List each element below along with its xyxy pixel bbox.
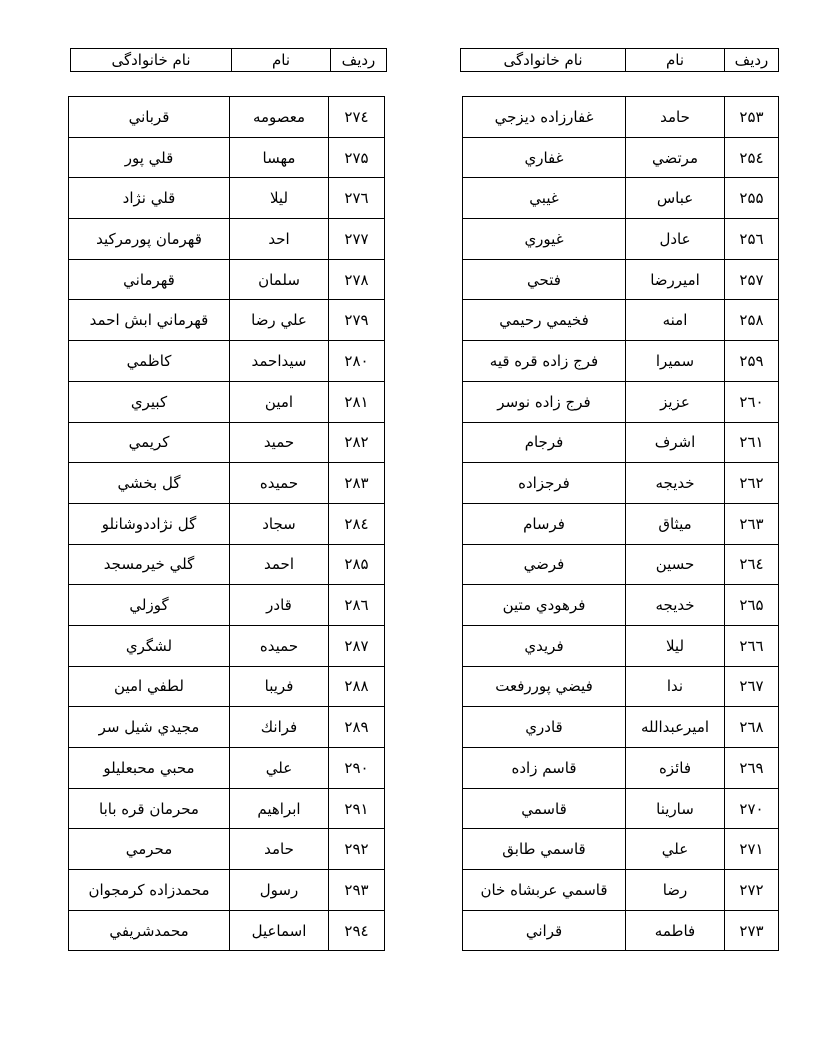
- first-name-cell: حامد: [626, 97, 725, 138]
- row-number: ۲۷۳: [725, 910, 779, 951]
- first-name-cell: امین: [230, 381, 329, 422]
- table-row: [463, 137, 779, 178]
- row-number: ۲٦٤: [725, 544, 779, 585]
- row-number: ۲۷۲: [725, 870, 779, 911]
- first-name-cell: علي: [626, 829, 725, 870]
- table-row: [69, 748, 385, 789]
- last-name-cell: قهرماني ابش احمد: [69, 300, 230, 341]
- first-name-cell: حسین: [626, 544, 725, 585]
- row-number: ۲۷۱: [725, 829, 779, 870]
- last-name-cell: قاسمي عربشاه خان: [463, 870, 626, 911]
- row-number: ۲٦۷: [725, 666, 779, 707]
- table-row: [463, 422, 779, 463]
- row-number: ۲۵۵: [725, 178, 779, 219]
- first-name-cell: فریبا: [230, 666, 329, 707]
- last-name-cell: فرجزاده: [463, 463, 626, 504]
- first-name-cell: ابراهیم: [230, 788, 329, 829]
- table-row: [463, 97, 779, 138]
- row-number: ۲۸۵: [329, 544, 385, 585]
- row-number: ۲۸۹: [329, 707, 385, 748]
- last-name-cell: کبیري: [69, 381, 230, 422]
- row-number: ۲۸۰: [329, 341, 385, 382]
- row-number: ۲٦۳: [725, 503, 779, 544]
- first-name-cell: لیلا: [230, 178, 329, 219]
- row-number: ۲۷٤: [329, 97, 385, 138]
- last-name-cell: فرضي: [463, 544, 626, 585]
- table-row: [463, 544, 779, 585]
- table-row: [69, 870, 385, 911]
- last-name-cell: قادري: [463, 707, 626, 748]
- first-name-cell: حمیده: [230, 625, 329, 666]
- last-name-cell: گلي خیرمسجد: [69, 544, 230, 585]
- first-name-cell: حمیده: [230, 463, 329, 504]
- first-name-cell: ندا: [626, 666, 725, 707]
- last-name-cell: گوزلي: [69, 585, 230, 626]
- row-number: ۲۸٤: [329, 503, 385, 544]
- first-name-cell: سلمان: [230, 259, 329, 300]
- last-name-cell: فخیمي رحیمي: [463, 300, 626, 341]
- last-name-cell: غفاري: [463, 137, 626, 178]
- row-number: ۲٦۱: [725, 422, 779, 463]
- last-name-cell: فرج زاده قره قیه: [463, 341, 626, 382]
- first-name-cell: مرتضي: [626, 137, 725, 178]
- row-number: ۲٦۹: [725, 748, 779, 789]
- first-name-cell: مهسا: [230, 137, 329, 178]
- last-name-cell: قلي نژاد: [69, 178, 230, 219]
- last-name-cell: قلي پور: [69, 137, 230, 178]
- first-name-cell: امنه: [626, 300, 725, 341]
- last-name-cell: لطفي امین: [69, 666, 230, 707]
- first-name-cell: خدیجه: [626, 463, 725, 504]
- table-row: [463, 178, 779, 219]
- first-name-cell: سمیرا: [626, 341, 725, 382]
- row-number: ۲۹۲: [329, 829, 385, 870]
- table-row: [69, 707, 385, 748]
- header-row-no: ردیف: [725, 49, 779, 72]
- last-name-cell: غیوري: [463, 219, 626, 260]
- last-name-cell: فتحي: [463, 259, 626, 300]
- row-number: ۲۷۰: [725, 788, 779, 829]
- table-row: [69, 910, 385, 951]
- table-row: [463, 788, 779, 829]
- table-row: [463, 707, 779, 748]
- last-name-cell: فیضي پوررفعت: [463, 666, 626, 707]
- last-name-cell: گل بخشي: [69, 463, 230, 504]
- left-names-table: [68, 96, 385, 951]
- last-name-cell: قراني: [463, 910, 626, 951]
- table-row: [463, 300, 779, 341]
- table-row: [69, 503, 385, 544]
- last-name-cell: محمدشریفي: [69, 910, 230, 951]
- row-number: ۲۸۳: [329, 463, 385, 504]
- first-name-cell: علي: [230, 748, 329, 789]
- row-number: ۲۷۸: [329, 259, 385, 300]
- first-name-cell: احمد: [230, 544, 329, 585]
- table-row: [69, 422, 385, 463]
- first-name-cell: رسول: [230, 870, 329, 911]
- row-number: ۲۵۸: [725, 300, 779, 341]
- first-name-cell: میثاق: [626, 503, 725, 544]
- table-row: [69, 788, 385, 829]
- header-last-name: نام خانوادگی: [461, 49, 626, 72]
- table-row: [69, 137, 385, 178]
- table-row: [463, 341, 779, 382]
- left-table-body: [69, 97, 385, 951]
- row-number: ۲۷۷: [329, 219, 385, 260]
- left-table-header: [70, 48, 387, 72]
- table-row: [69, 178, 385, 219]
- first-name-cell: رضا: [626, 870, 725, 911]
- row-number: ۲٦۸: [725, 707, 779, 748]
- first-name-cell: علي رضا: [230, 300, 329, 341]
- row-number: ۲۵۹: [725, 341, 779, 382]
- last-name-cell: قهرماني: [69, 259, 230, 300]
- last-name-cell: کاظمي: [69, 341, 230, 382]
- row-number: ۲۷۵: [329, 137, 385, 178]
- header-row-no: ردیف: [331, 49, 387, 72]
- row-number: ۲۸۸: [329, 666, 385, 707]
- last-name-cell: فریدي: [463, 625, 626, 666]
- row-number: ۲۵۳: [725, 97, 779, 138]
- table-row: [463, 381, 779, 422]
- table-row: [463, 870, 779, 911]
- first-name-cell: سیداحمد: [230, 341, 329, 382]
- row-number: ۲۹۰: [329, 748, 385, 789]
- header-last-name: نام خانوادگی: [71, 49, 232, 72]
- first-name-cell: اشرف: [626, 422, 725, 463]
- last-name-cell: قاسمي طابق: [463, 829, 626, 870]
- table-row: [463, 463, 779, 504]
- right-table-header: [460, 48, 779, 72]
- row-number: ۲۸٦: [329, 585, 385, 626]
- first-name-cell: سارینا: [626, 788, 725, 829]
- first-name-cell: لیلا: [626, 625, 725, 666]
- right-table-body: [463, 97, 779, 951]
- first-name-cell: فائزه: [626, 748, 725, 789]
- first-name-cell: فاطمه: [626, 910, 725, 951]
- table-row: [69, 300, 385, 341]
- first-name-cell: حامد: [230, 829, 329, 870]
- first-name-cell: فرانك: [230, 707, 329, 748]
- table-row: [463, 259, 779, 300]
- last-name-cell: فرسام: [463, 503, 626, 544]
- row-number: ۲٦۵: [725, 585, 779, 626]
- row-number: ۲٦۰: [725, 381, 779, 422]
- last-name-cell: غیبي: [463, 178, 626, 219]
- right-names-table: [462, 96, 779, 951]
- row-number: ۲۸۱: [329, 381, 385, 422]
- table-row: [463, 585, 779, 626]
- row-number: ۲۹٤: [329, 910, 385, 951]
- first-name-cell: سجاد: [230, 503, 329, 544]
- first-name-cell: عادل: [626, 219, 725, 260]
- last-name-cell: محمدزاده کرمجوان: [69, 870, 230, 911]
- row-number: ۲۷٦: [329, 178, 385, 219]
- table-row: [69, 381, 385, 422]
- last-name-cell: محرمي: [69, 829, 230, 870]
- last-name-cell: فرهودي متین: [463, 585, 626, 626]
- row-number: ۲۸۲: [329, 422, 385, 463]
- first-name-cell: اسماعیل: [230, 910, 329, 951]
- table-row: [69, 585, 385, 626]
- table-row: [463, 219, 779, 260]
- table-row: [69, 219, 385, 260]
- last-name-cell: مجیدي شیل سر: [69, 707, 230, 748]
- last-name-cell: فرجام: [463, 422, 626, 463]
- table-row: [69, 341, 385, 382]
- table-row: [69, 829, 385, 870]
- first-name-cell: معصومه: [230, 97, 329, 138]
- first-name-cell: حمید: [230, 422, 329, 463]
- last-name-cell: قاسمي: [463, 788, 626, 829]
- last-name-cell: گل نژاددوشانلو: [69, 503, 230, 544]
- first-name-cell: عزیز: [626, 381, 725, 422]
- last-name-cell: فرج زاده نوسر: [463, 381, 626, 422]
- first-name-cell: عباس: [626, 178, 725, 219]
- row-number: ۲۵٤: [725, 137, 779, 178]
- last-name-cell: کریمي: [69, 422, 230, 463]
- table-row: [463, 503, 779, 544]
- header-first-name: نام: [626, 49, 725, 72]
- last-name-cell: غفارزاده دیزجي: [463, 97, 626, 138]
- row-number: ۲۹۱: [329, 788, 385, 829]
- table-row: [69, 463, 385, 504]
- table-row: [463, 748, 779, 789]
- table-row: [463, 625, 779, 666]
- row-number: ۲۹۳: [329, 870, 385, 911]
- table-row: [463, 666, 779, 707]
- row-number: ۲٦۲: [725, 463, 779, 504]
- table-row: [69, 97, 385, 138]
- table-row: [463, 829, 779, 870]
- last-name-cell: محرمان قره بابا: [69, 788, 230, 829]
- row-number: ۲٦٦: [725, 625, 779, 666]
- first-name-cell: امیررضا: [626, 259, 725, 300]
- table-row: [69, 544, 385, 585]
- last-name-cell: قهرمان پورمرکید: [69, 219, 230, 260]
- last-name-cell: قرباني: [69, 97, 230, 138]
- header-first-name: نام: [232, 49, 331, 72]
- row-number: ۲۵۷: [725, 259, 779, 300]
- first-name-cell: قادر: [230, 585, 329, 626]
- table-row: [69, 259, 385, 300]
- table-row: [69, 625, 385, 666]
- row-number: ۲۸۷: [329, 625, 385, 666]
- first-name-cell: امیرعبدالله: [626, 707, 725, 748]
- table-row: [463, 910, 779, 951]
- first-name-cell: خدیجه: [626, 585, 725, 626]
- row-number: ۲۷۹: [329, 300, 385, 341]
- first-name-cell: احد: [230, 219, 329, 260]
- row-number: ۲۵٦: [725, 219, 779, 260]
- table-row: [69, 666, 385, 707]
- last-name-cell: محبي محبعلیلو: [69, 748, 230, 789]
- last-name-cell: لشگري: [69, 625, 230, 666]
- last-name-cell: قاسم زاده: [463, 748, 626, 789]
